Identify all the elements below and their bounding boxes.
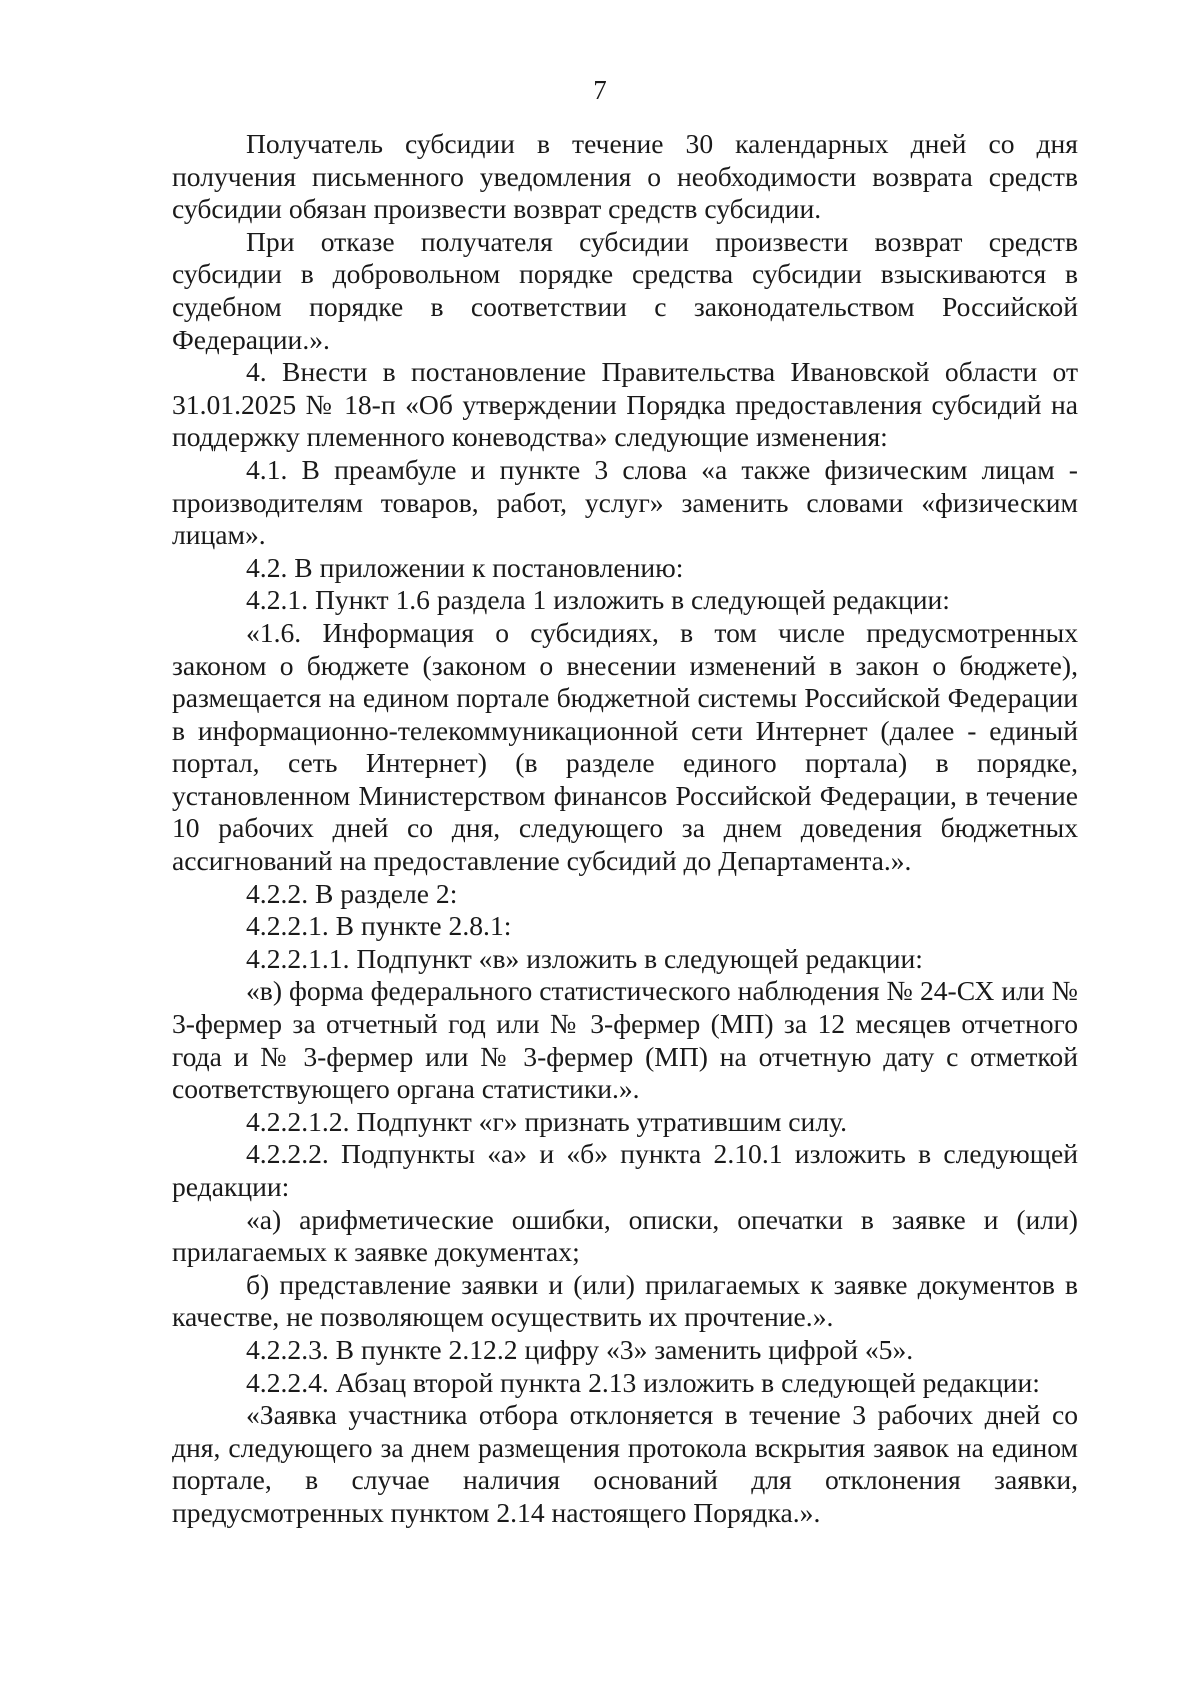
paragraph-item-4-2-2-1-1: 4.2.2.1.1. Подпункт «в» изложить в следующей редакции: xyxy=(246,942,923,974)
document-body xyxy=(172,128,1078,1530)
paragraph-subclause-a: «а) арифметические ошибки, описки, опечатки в заявке и (или) прилагаемых к заявке документах; xyxy=(172,1203,1078,1268)
paragraph-clause-1-6: «1.6. Информация о субсидиях, в том числе предусмотренных законом о бюджете (законом о внесении изменений в закон о бюджете), размещается на едином портале бюджетной системы Российской Федерации в информационно-телекоммуникационной сети Интернет (далее - единый портал, сеть Интернет) (в разделе единого портала) в порядке, установленном Министерством финансов Российской Федерации, в течение 10 рабочих дней со дня, следующего за днем доведения бюджетных ассигнований на предоставление субсидий до Департамента.». xyxy=(172,616,1078,877)
paragraph-item-4-2: 4.2. В приложении к постановлению: xyxy=(246,551,684,583)
paragraph-subclause-b: б) представление заявки и (или) прилагаемых к заявке документов в качестве, не позволяющем осуществить их прочтение.». xyxy=(172,1268,1078,1333)
paragraph-item-4-2-2-3: 4.2.2.3. В пункте 2.12.2 цифру «3» заменить цифрой «5». xyxy=(246,1333,914,1365)
paragraph-item-4-2-2: 4.2.2. В разделе 2: xyxy=(246,877,458,909)
paragraph-item-4-2-2-1-2: 4.2.2.1.2. Подпункт «г» признать утратившим силу. xyxy=(246,1105,848,1137)
paragraph-return-deadline: Получатель субсидии в течение 30 календарных дней со дня получения письменного уведомления о необходимости возврата средств субсидии обязан произвести возврат средств субсидии. xyxy=(172,128,1078,225)
paragraph-item-4-2-2-2: 4.2.2.2. Подпункты «а» и «б» пункта 2.10.1 изложить в следующей редакции: xyxy=(172,1138,1078,1202)
paragraph-item-4-1: 4.1. В преамбуле и пункте 3 слова «а также физическим лицам - производителям товаров, работ, услуг» заменить словами «физическим лицам». xyxy=(172,453,1078,551)
paragraph-subclause-v: «в) форма федерального статистического наблюдения № 24-СХ или № 3-фермер за отчетный год или № 3-фермер (МП) за 12 месяцев отчетного года и № 3-фермер или № 3-фермер (МП) на отчетную дату с отметкой соответствующего органа статистики.». xyxy=(172,975,1078,1105)
paragraph-item-4-2-1: 4.2.1. Пункт 1.6 раздела 1 изложить в следующей редакции: xyxy=(246,584,950,616)
paragraph-application-rejection: «Заявка участника отбора отклоняется в течение 3 рабочих дней со дня, следующего за днем размещения протокола вскрытия заявок на едином портале, в случае наличия оснований для отклонения заявки, предусмотренных пунктом 2.14 настоящего Порядка.». xyxy=(172,1399,1078,1528)
paragraph-item-4-2-2-1: 4.2.2.1. В пункте 2.8.1: xyxy=(246,910,512,942)
paragraph-item-4: 4. Внести в постановление Правительства Ивановской области от 31.01.2025 № 18-п «Об утверждении Порядка предоставления субсидий на поддержку племенного коневодства» следующие изменения: xyxy=(172,356,1078,453)
page-number: 7 xyxy=(593,75,607,105)
paragraph-item-4-2-2-4: 4.2.2.4. Абзац второй пункта 2.13 изложить в следующей редакции: xyxy=(246,1366,1040,1398)
paragraph-court-recovery: При отказе получателя субсидии произвести возврат средств субсидии в добровольном порядке средства субсидии взыскиваются в судебном порядке в соответствии с законодательством Российской Федерации.». xyxy=(172,225,1078,355)
